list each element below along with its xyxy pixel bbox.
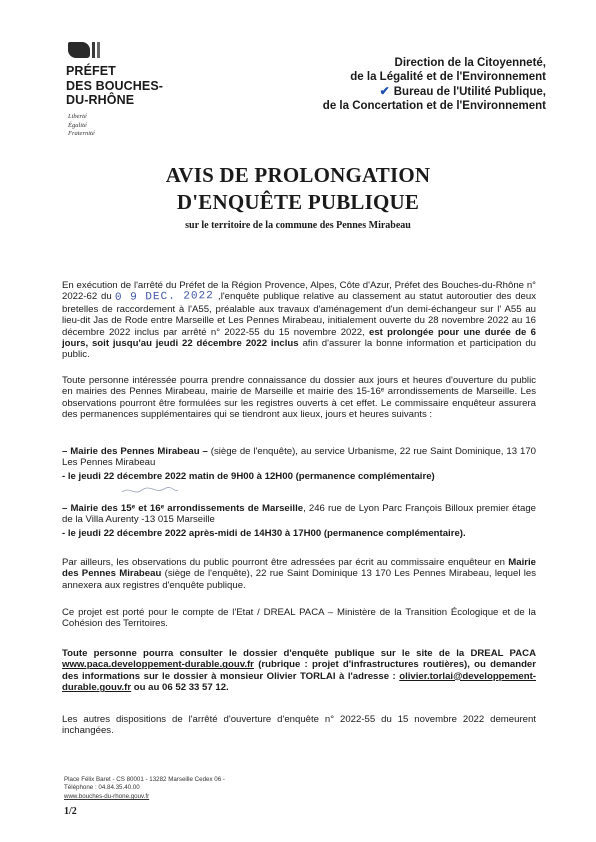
paragraph-arrete [62, 280, 536, 361]
mairie-marseille-block [62, 503, 536, 526]
phone-text: ou au 06 52 33 57 12. [133, 682, 229, 694]
mairie-name: – Mairie des Pennes Mirabeau – [62, 446, 208, 457]
direction-line: de la Concertation et de l'Environnement [322, 100, 546, 112]
motto-line: Égalité [68, 121, 87, 129]
permanence-1 [62, 471, 536, 482]
mairie-address: , 246 rue de Lyon Parc François Billoux premier étage de la Villa Aurenty -13 015 Marseille [62, 503, 536, 526]
logo-line: PRÉFET [66, 64, 116, 78]
paragraph-consultation: Toute personne intéressée pourra prendre connaissance du dossier aux jours et heures d'ouverture du public en mairies des Pennes Mirabeau, mairie de Marseille et mairie des 15-16ᵉ arrondissements de Marseille. Les observations pourront être formulées sur les registres ouverts à cet effet. Le commissaire enquêteur assurera des permanences supplémentaires qui se tiendront aux lieux, jours et heures suivants : [62, 375, 536, 421]
text: Par ailleurs, les observations du public pourront être adressées par écrit au commissaire enquêteur en [62, 557, 505, 568]
footer-address: Place Félix Baret - CS 80001 - 13282 Marseille Cedex 06 - [64, 776, 225, 783]
title-line-1: AVIS DE PROLONGATION [165, 163, 431, 187]
text: (siège de l'enquête), 22 rue Saint Dominique 13 170 Les Pennes Mirabeau, lequel les annexera aux registres d'enquête publique. [62, 568, 537, 591]
republic-motto [68, 113, 148, 139]
direction-line: Bureau de l'Utilité Publique, [393, 86, 546, 98]
text: afin d'assurer la bonne information et participation du public. [62, 338, 537, 361]
text: En exécution de l'arrêté du Préfet de la Région Provence, Alpes, Côte d'Azur, Préfet des Bouches-du-Rhône n° 2022-62 du [62, 280, 536, 303]
page-number: 1/2 [64, 806, 77, 817]
footer-contact [64, 776, 324, 801]
paragraph-dispositions: Les autres dispositions de l'arrêté d'ouverture d'enquête n° 2022-55 du 15 novembre 2022 demeurent inchangées. [62, 714, 536, 737]
date-stamp: 0 9 DEC. 2022 [115, 290, 215, 305]
logo-line: DU-RHÔNE [66, 93, 135, 107]
handwritten-scribble [120, 484, 180, 498]
paragraph-projet: Ce projet est porté pour le compte de l'Etat / DREAL PACA – Ministère de la Transition Écologique et de la Cohésion des Territoires. [62, 607, 536, 630]
title-line-2: D'ENQUÊTE PUBLIQUE [176, 190, 420, 214]
check-mark-icon: ✔ [379, 84, 390, 98]
mairie-name: – Mairie des 15ᵉ et 16ᵉ arrondissements de Marseille [62, 503, 304, 514]
motto-line: Fraternité [68, 130, 95, 137]
motto-line: Liberté [68, 113, 87, 120]
footer-phone: Téléphone : 04.84.35.40.00 [64, 784, 140, 792]
text: Toute personne pourra consulter le dossier d'enquête publique sur le site de la DREAL PACA [62, 648, 536, 659]
paragraph-observations [62, 557, 536, 591]
email-link[interactable]: olivier.torlai@developpement-durable.gouv.fr [62, 670, 536, 694]
direction-header [246, 56, 546, 113]
permanence-text: - le jeudi 22 décembre 2022 matin de 9H00 à 12H00 (permanence complémentaire) [62, 471, 435, 482]
direction-line: de la Légalité et de l'Environnement [350, 71, 546, 83]
mairie-pennes-block [62, 446, 536, 469]
footer-website[interactable]: www.bouches-du-rhone.gouv.fr [64, 792, 150, 800]
page-subtitle: sur le territoire de la commune des Pennes Mirabeau [185, 220, 411, 231]
page-title [100, 162, 496, 216]
permanence-text: - le jeudi 22 décembre 2022 après-midi de 14H30 à 17H00 (permanence complémentaire). [62, 528, 466, 539]
direction-line: Direction de la Citoyenneté, [394, 57, 546, 69]
paragraph-dossier [62, 648, 536, 694]
mairie-address: (siège de l'enquête), au service Urbanisme, 22 rue Saint Dominique, 13 170 Les Pennes Mirabeau [62, 446, 536, 469]
text: ,l'enquête publique relative au classement au statut autoroutier des deux bretelles de raccordement à l'A55, préalable aux travaux d'aménagement d'un demi-échangeur sur l' A55 au lieu-dit Jas de Rode entre Marseille et Les Pennes Mirabeau, initialement ouverte du 28 novembre 2022 au 16 décembre 2022 inclus par arrêté n° 2022-55 du 15 novembre 2022, [62, 291, 536, 338]
logo-line: DES BOUCHES- [66, 78, 164, 93]
mairie-name: Mairie des Pennes Mirabeau [62, 557, 536, 580]
permanence-2 [62, 528, 536, 539]
text: (rubrique : projet d'infrastructures routières), ou demander des informations sur le dossier à monsieur Olivier TORLAI à l'adresse : [62, 659, 537, 682]
dreal-website-link[interactable]: www.paca.developpement-durable.gouv.fr [62, 659, 254, 671]
prolongation-text: est prolongée pour une durée de 6 jours, soit jusqu'au jeudi 22 décembre 2022 inclus [62, 326, 536, 350]
marianne-logo-icon [68, 42, 102, 58]
prefecture-logo-text [66, 64, 196, 108]
